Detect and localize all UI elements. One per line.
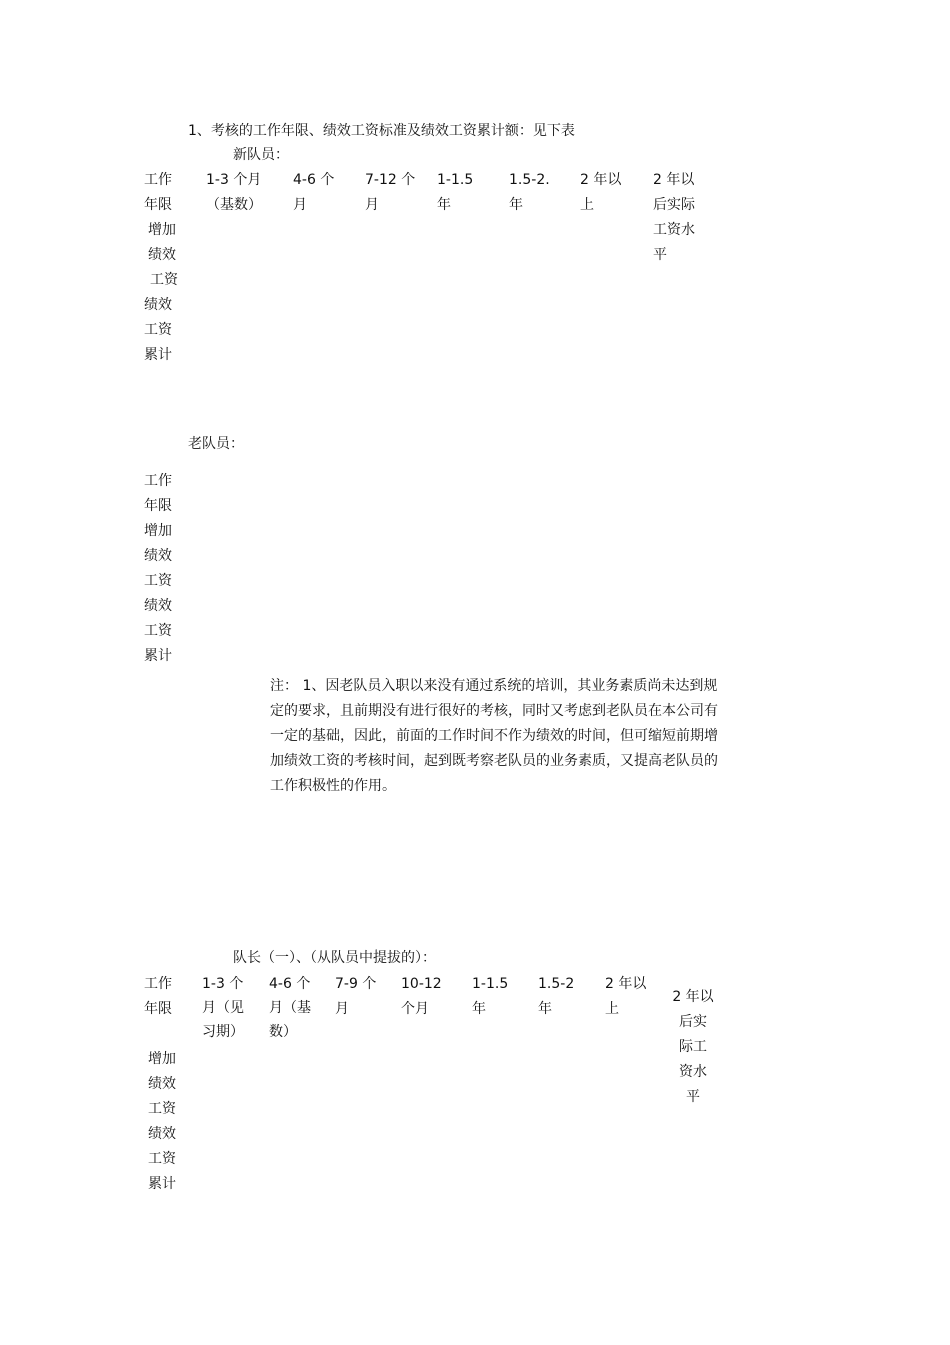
column-header: 1.5-2 (538, 976, 575, 992)
old-member-row-labels (144, 469, 172, 669)
new-member-col-6 (580, 168, 621, 218)
column-header: 数） (269, 1024, 297, 1040)
row-label: 累计 (148, 1176, 176, 1192)
column-header: 习期） (202, 1024, 244, 1040)
column-header: 月 (293, 197, 307, 213)
row-label: 增加 (148, 1051, 176, 1067)
column-header: 平 (653, 247, 667, 263)
row-label: 工作 (144, 473, 172, 489)
section-heading: 1、考核的工作年限、绩效工资标准及绩效工资累计额：见下表 (188, 123, 575, 139)
column-header: 1-3 个 (202, 976, 244, 992)
row-label: 工作 (144, 172, 172, 188)
row-label: 工资 (148, 1101, 176, 1117)
row-label: 累计 (144, 347, 172, 363)
row-label: 工资 (148, 1151, 176, 1167)
column-header: 年 (472, 1001, 486, 1017)
column-header: 2 年以 (672, 989, 714, 1005)
new-member-col-1 (206, 168, 262, 218)
column-header: 2 年以 (580, 172, 622, 188)
new-member-col-2 (293, 168, 334, 218)
note-line: 加绩效工资的考核时间，起到既考察老队员的业务素质，又提高老队员的 (270, 753, 718, 769)
row-label: 工资 (144, 573, 172, 589)
captain-row-labels-lower (148, 1047, 176, 1197)
column-header: 7-12 个 (365, 172, 416, 188)
column-header: 7-9 个 (335, 976, 377, 992)
old-member-label: 老队员： (188, 436, 244, 452)
captain-col-4 (401, 972, 442, 1022)
column-header: 后实际 (653, 197, 695, 213)
row-label: 增加 (144, 523, 172, 539)
captain-col-2 (269, 972, 311, 1044)
column-header: 月 (365, 197, 379, 213)
row-label: 增加 (148, 222, 176, 238)
new-member-label: 新队员： (233, 147, 289, 163)
row-label: 绩效 (148, 1126, 176, 1142)
row-label: 累计 (144, 648, 172, 664)
row-label: 工作 (144, 976, 172, 992)
column-header: 1-1.5 (437, 172, 474, 188)
column-header: 月 (335, 1001, 349, 1017)
captain-col-1 (202, 972, 244, 1044)
captain-col-3 (335, 972, 376, 1022)
captain-label: 队长（一）、（从队员中提拔的）： (233, 950, 436, 966)
column-header: 2 年以 (653, 172, 695, 188)
column-header: 年 (437, 197, 451, 213)
new-member-row-labels (144, 168, 178, 368)
new-member-col-3 (365, 168, 415, 218)
row-label: 绩效 (144, 297, 172, 313)
new-member-col-7 (653, 168, 695, 268)
row-label: 年限 (144, 197, 172, 213)
new-member-col-5 (509, 168, 550, 218)
column-header: 年 (509, 197, 523, 213)
captain-row-labels (144, 972, 172, 1022)
column-header: 后实 (679, 1014, 707, 1030)
column-header: 资水 (679, 1064, 707, 1080)
column-header: 个月 (401, 1001, 429, 1017)
column-header: 月（见 (202, 1000, 244, 1016)
column-header: 1.5-2. (509, 172, 550, 188)
captain-col-5 (472, 972, 508, 1022)
note-line: 注： 1、因老队员入职以来没有通过系统的培训，其业务素质尚未达到规 (270, 678, 718, 694)
column-header: 平 (686, 1089, 700, 1105)
row-label: 绩效 (148, 1076, 176, 1092)
column-header: 上 (605, 1001, 619, 1017)
row-label: 工资 (150, 272, 178, 288)
column-header: 2 年以 (605, 976, 647, 992)
row-label: 绩效 (144, 548, 172, 564)
row-label: 绩效 (144, 598, 172, 614)
column-header: 际工 (679, 1039, 707, 1055)
note-paragraph (270, 674, 750, 799)
column-header: 1-1.5 (472, 976, 509, 992)
row-label: 绩效 (148, 247, 176, 263)
note-line: 定的要求，且前期没有进行很好的考核，同时又考虑到老队员在本公司有 (270, 703, 718, 719)
row-label: 年限 (144, 1001, 172, 1017)
column-header: 年 (538, 1001, 552, 1017)
captain-col-8 (670, 985, 716, 1110)
column-header: 工资水 (653, 222, 695, 238)
note-line: 工作积极性的作用。 (270, 778, 396, 794)
row-label: 工资 (144, 623, 172, 639)
column-header: 上 (580, 197, 594, 213)
captain-col-7 (605, 972, 646, 1022)
note-line: 一定的基础，因此，前面的工作时间不作为绩效的时间，但可缩短前期增 (270, 728, 718, 744)
row-label: 年限 (144, 498, 172, 514)
column-header: （基数） (206, 197, 262, 213)
column-header: 月（基 (269, 1000, 311, 1016)
column-header: 4-6 个 (293, 172, 335, 188)
new-member-col-4 (437, 168, 473, 218)
column-header: 1-3 个月 (206, 172, 262, 188)
column-header: 4-6 个 (269, 976, 311, 992)
captain-col-6 (538, 972, 574, 1022)
column-header: 10-12 (401, 976, 442, 992)
row-label: 工资 (144, 322, 172, 338)
